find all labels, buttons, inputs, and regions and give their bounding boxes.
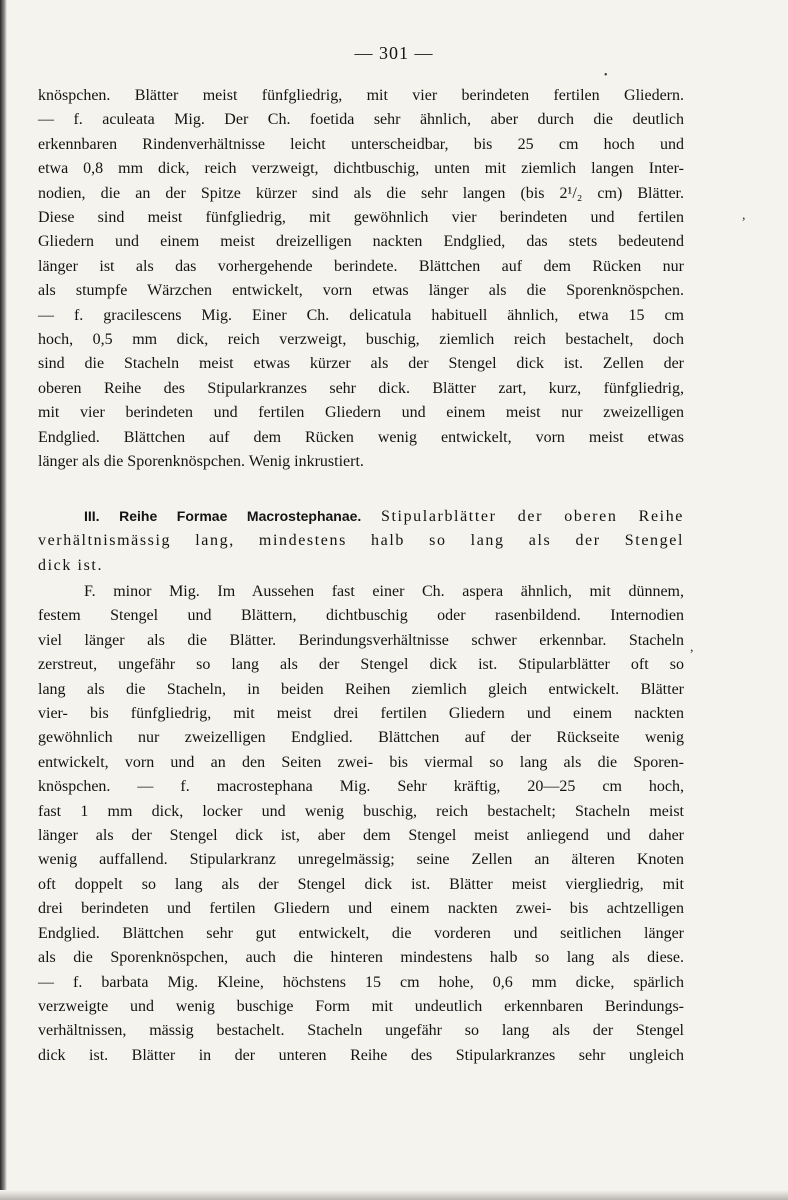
text-line: Endglied. Blättchen sehr gut entwickelt, die vorderen und seitlichen länger [38,924,684,942]
section-heading-paragraph [38,504,684,578]
text-line: nodien, die an der Spitze kürzer sind als die sehr langen (bis 2¹/₂ cm) Blätter. [38,184,684,202]
text-line: knöspchen. Blätter meist fünfgliedrig, mit vier berindeten fertilen Gliedern. [38,87,684,104]
text-line: festem Stengel und Blättern, dichtbuschig oder rasenbildend. Internodien [38,607,684,625]
text-line: — f. gracilescens Mig. Einer Ch. delicatula habituell ähnlich, etwa 15 cm [38,306,684,324]
text-line: — f. aculeata Mig. Der Ch. foetida sehr ähnlich, aber durch die deutlich [38,111,684,129]
text-line: entwickelt, vorn und an den Seiten zwei- bis viermal so lang als die Sporen- [38,753,684,771]
text-line: oft doppelt so lang als der Stengel dick ist. Blätter meist viergliedrig, mit [38,875,684,893]
page-edge-shadow [0,0,7,1200]
text-line: Diese sind meist fünfgliedrig, mit gewöhnlich vier berindeten und fertilen [38,209,684,227]
margin-speck: • [604,70,608,81]
text-line: Endglied. Blättchen auf dem Rücken wenig entwickelt, vorn meist etwas [38,428,684,446]
text-line: oberen Reihe des Stipularkranzes sehr dick. Blätter zart, kurz, fünfgliedrig, [38,379,684,397]
text-line: verzweigte und wenig buschige Form mit undeutlich erkennbaren Berindungs- [38,997,684,1015]
text-line: — f. barbata Mig. Kleine, höchstens 15 cm hohe, 0,6 mm dicke, spärlich [38,973,684,991]
text-line: gewöhnlich nur zweizelligen Endglied. Blättchen auf der Rückseite wenig [38,729,684,747]
text-line: erkennbaren Rindenverhältnisse leicht unterscheidbar, bis 25 cm hoch und [38,135,684,153]
text-line: zerstreut, ungefähr so lang als der Stengel dick ist. Stipularblätter oft so [38,656,684,674]
text-line: Stipularblätter der oberen Reihe [380,508,685,525]
text-line: knöspchen. — f. macrostephana Mig. Sehr kräftig, 20—25 cm hoch, [38,778,684,796]
heading-line [38,504,684,529]
text-line: länger ist als das vorhergehende berindete. Blättchen auf dem Rücken nur [38,257,684,275]
margin-speck: , [742,208,746,223]
text-line: länger als der Stengel dick ist, aber dem Stengel meist anliegend und daher [38,827,684,845]
text-line: mit vier berindeten und fertilen Gliedern und einem meist nur zweizelligen [38,404,684,422]
text-line: sind die Stacheln meist etwas kürzer als der Stengel dick ist. Zellen der [38,355,684,373]
paragraph-forma-minor [38,580,684,1068]
text-line: vier- bis fünfgliedrig, mit meist drei fertilen Gliedern und einem nackten [38,705,684,723]
text-line: dick ist. Blätter in der unteren Reihe des Stipularkranzes sehr ungleich [38,1046,684,1064]
text-line: drei berindeten und fertilen Gliedern und einem nackten zwei- bis achtzelligen [38,900,684,918]
text-line: hoch, 0,5 mm dick, reich verzweigt, buschig, ziemlich reich bestachelt, doch [38,331,684,349]
section-heading: III. Reihe Formae Macrostephanae. [84,508,362,524]
page-number: — 301 — [354,43,434,63]
text-line: als stumpfe Wärzchen entwickelt, vorn etwas länger als die Sporenknöspchen. [38,282,684,300]
text-line: wenig auffallend. Stipularkranz unregelmässig; seine Zellen an älteren Knoten [38,851,684,869]
text-line: verhältnissen, mässig bestachelt. Stacheln ungefähr so lang als der Stengel [38,1022,684,1040]
text-line: viel länger als die Blätter. Berindungsverhältnisse schwer erkennbar. Stacheln [38,631,684,649]
margin-speck: , [690,640,694,655]
text-line: Gliedern und einem meist dreizelligen nackten Endglied, das stets bedeutend [38,233,684,251]
text-line: länger als die Sporenknöspchen. Wenig inkrustiert. [38,453,364,471]
page-bottom-shadow [0,1190,788,1200]
text-line: lang als die Stacheln, in beiden Reihen ziemlich gleich entwickelt. Blätter [38,680,684,698]
text-line: fast 1 mm dick, locker und wenig buschig, reich bestachelt; Stacheln meist [38,802,684,820]
text-line: etwa 0,8 mm dick, reich verzweigt, dichtbuschig, unten mit ziemlich langen Inter- [38,160,684,178]
paragraph-forms-continued [38,84,684,475]
text-line: dick ist. [38,556,104,574]
text-line: F. minor Mig. Im Aussehen fast einer Ch. aspera ähnlich, mit dünnem, [84,583,684,600]
text-line: verhältnismässig lang, mindestens halb so lang als der Stengel [38,532,684,550]
text-line: als die Sporenknöspchen, auch die hinteren mindestens halb so lang als diese. [38,949,684,967]
